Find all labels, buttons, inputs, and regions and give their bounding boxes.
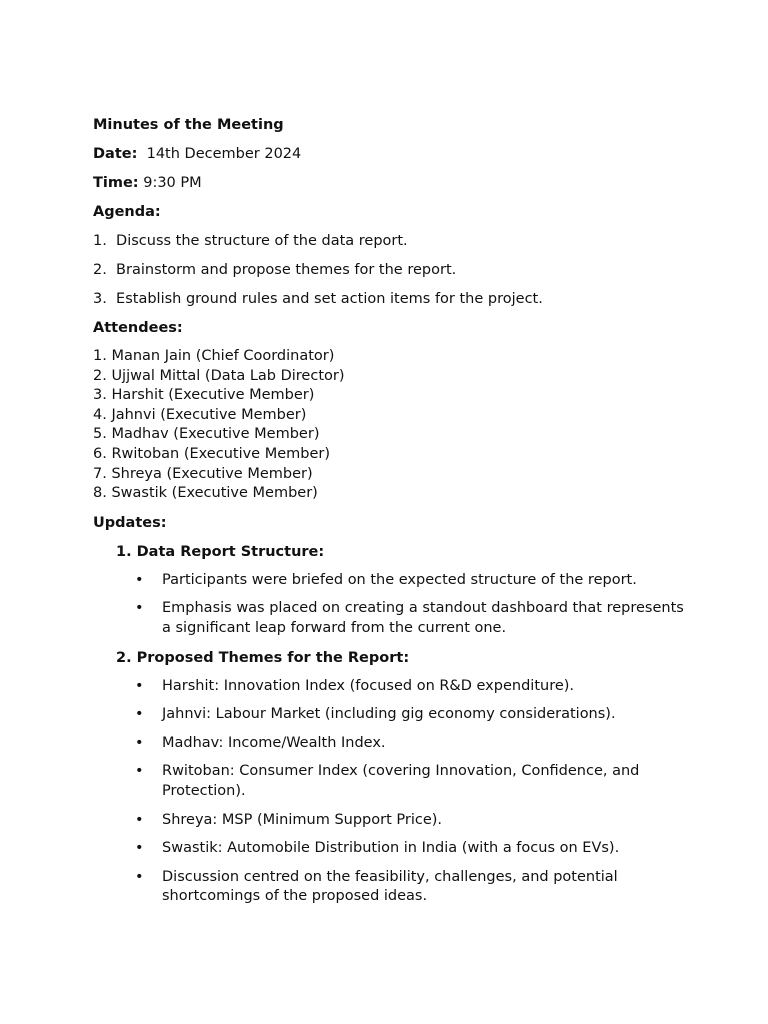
update-bullet xyxy=(93,811,693,831)
meeting-time xyxy=(93,173,693,193)
update-bullet xyxy=(93,599,693,638)
bullet-text: Jahnvi: Labour Market (including gig economy considerations). xyxy=(162,706,616,723)
bullet-dot: • xyxy=(135,734,144,751)
time-value: 9:30 PM xyxy=(143,175,202,191)
bullet-dot: • xyxy=(135,811,144,828)
document-page xyxy=(93,115,693,916)
bullet-text: Harshit: Innovation Index (focused on R&D expenditure). xyxy=(162,677,575,694)
bullet-dot: • xyxy=(135,840,144,857)
time-label: Time: xyxy=(93,175,139,191)
attendee-list xyxy=(93,347,693,504)
bullet-text: Shreya: MSP (Minimum Support Price). xyxy=(162,811,443,828)
agenda-heading: Agenda: xyxy=(93,204,161,220)
attendees-heading: Attendees: xyxy=(93,320,183,336)
bullet-text: Madhav: Income/Wealth Index. xyxy=(162,734,386,751)
agenda-item: 2. Brainstorm and propose themes for the report. xyxy=(93,262,457,278)
update-bullet xyxy=(93,677,693,697)
agenda-item: 1. Discuss the structure of the data report. xyxy=(93,233,408,249)
bullet-text: Participants were briefed on the expected structure of the report. xyxy=(162,571,637,588)
attendee-item: 6. Rwitoban (Executive Member) xyxy=(93,445,331,462)
bullet-dot: • xyxy=(135,763,144,780)
bullet-text: Rwitoban: Consumer Index (covering Innovation, Confidence, and Protection). xyxy=(162,763,640,799)
attendee-item: 2. Ujjwal Mittal (Data Lab Director) xyxy=(93,367,345,384)
agenda-item: 3. Establish ground rules and set action items for the project. xyxy=(93,291,543,307)
bullet-dot: • xyxy=(135,571,144,588)
bullet-text: Swastik: Automobile Distribution in India (with a focus on EVs). xyxy=(162,840,620,857)
bullet-text: Discussion centred on the feasibility, challenges, and potential shortcomings of the proposed ideas. xyxy=(162,868,618,905)
update-section-title: 1. Data Report Structure: xyxy=(116,543,325,560)
date-value: 14th December 2024 xyxy=(146,146,302,162)
bullet-dot: • xyxy=(135,600,144,617)
bullet-text: Emphasis was placed on creating a standout dashboard that represents a significant leap forward from the current one. xyxy=(162,600,684,636)
update-section-title: 2. Proposed Themes for the Report: xyxy=(116,649,410,666)
date-label: Date: xyxy=(93,146,138,162)
updates-heading: Updates: xyxy=(93,514,167,531)
update-bullet xyxy=(93,734,693,754)
update-bullet xyxy=(93,762,693,801)
bullet-dot: • xyxy=(135,677,144,694)
attendee-item: 3. Harshit (Executive Member) xyxy=(93,387,315,404)
attendee-item: 1. Manan Jain (Chief Coordinator) xyxy=(93,348,335,364)
update-bullet xyxy=(93,571,693,591)
attendee-item: 7. Shreya (Executive Member) xyxy=(93,465,313,482)
attendee-item: 4. Jahnvi (Executive Member) xyxy=(93,406,307,423)
attendee-item: 5. Madhav (Executive Member) xyxy=(93,426,320,443)
meeting-date xyxy=(93,144,693,164)
attendee-item: 8. Swastik (Executive Member) xyxy=(93,485,318,502)
bullet-dot: • xyxy=(135,706,144,723)
update-bullet xyxy=(93,705,693,725)
update-bullet xyxy=(93,839,693,859)
update-bullet xyxy=(93,868,693,907)
document-title: Minutes of the Meeting xyxy=(93,117,284,133)
bullet-dot: • xyxy=(135,868,144,885)
